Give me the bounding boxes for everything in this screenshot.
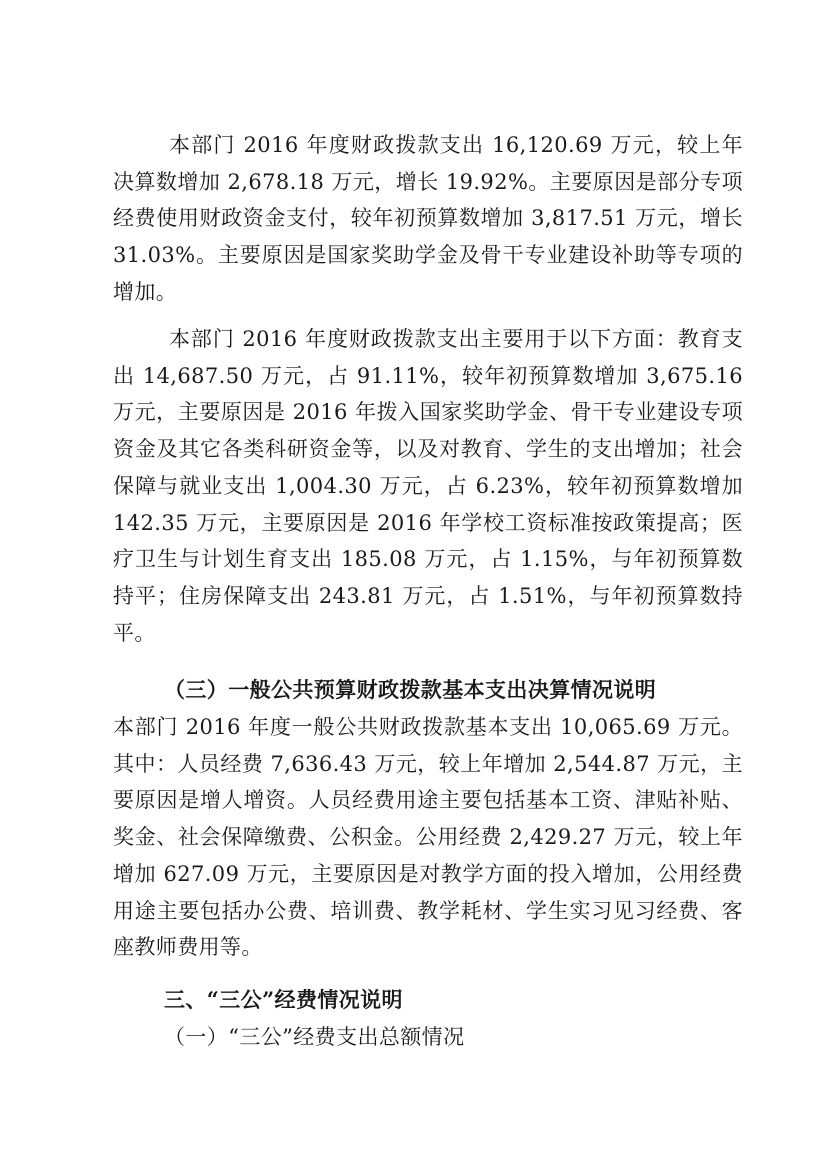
section-heading-three-public: 三、“三公”经费情况说明 xyxy=(164,987,403,1012)
paragraph-fiscal-expenditure-total: 本部门 2016 年度财政拨款支出 16,120.69 万元，较上年决算数增加 2,678.18 万元，增长 19.92%。主要原因是部分专项经费使用财政资金支付，较年初预算数增加 3,817.51 万元，增长 31.03%。主要原因是国家奖助学金及骨干专业建设补助等专项的增加。 xyxy=(113,133,743,304)
paragraph-fiscal-expenditure-breakdown: 本部门 2016 年度财政拨款支出主要用于以下方面：教育支出 14,687.50 万元，占 91.11%，较年初预算数增加 3,675.16 万元，主要原因是 2016 年拨入国家奖助学金、骨干专业建设专项资金及其它各类科研资金等，以及对教育、学生的支出增加；社会保障与就业支出 1,004.30 万元，占 6.23%，较年初预算数增加 142.35 万元，主要原因是 2016 年学校工资标准按政策提高；医疗卫生与计划生育支出 185.08 万元，占 1.15%，与年初预算数持平；住房保障支出 243.81 万元，占 1.51%，与年初预算数持平。 xyxy=(113,327,743,645)
subheading-basic-expenditure: （三）一般公共预算财政拨款基本支出决算情况说明 xyxy=(164,677,657,702)
subheading-three-public-total: （一）“三公”经费支出总额情况 xyxy=(164,1025,465,1049)
paragraph-basic-expenditure: 本部门 2016 年度一般公共财政拨款基本支出 10,065.69 万元。其中：人员经费 7,636.43 万元，较上年增加 2,544.87 万元，主要原因是增人增资。人员经费用途主要包括基本工资、津贴补贴、奖金、社会保障缴费、公积金。公用经费 2,429.27 万元，较上年增加 627.09 万元，主要原因是对教学方面的投入增加，公用经费用途主要包括办公费、培训费、教学耗材、学生实习见习经费、客座教师费用等。 xyxy=(113,715,743,960)
